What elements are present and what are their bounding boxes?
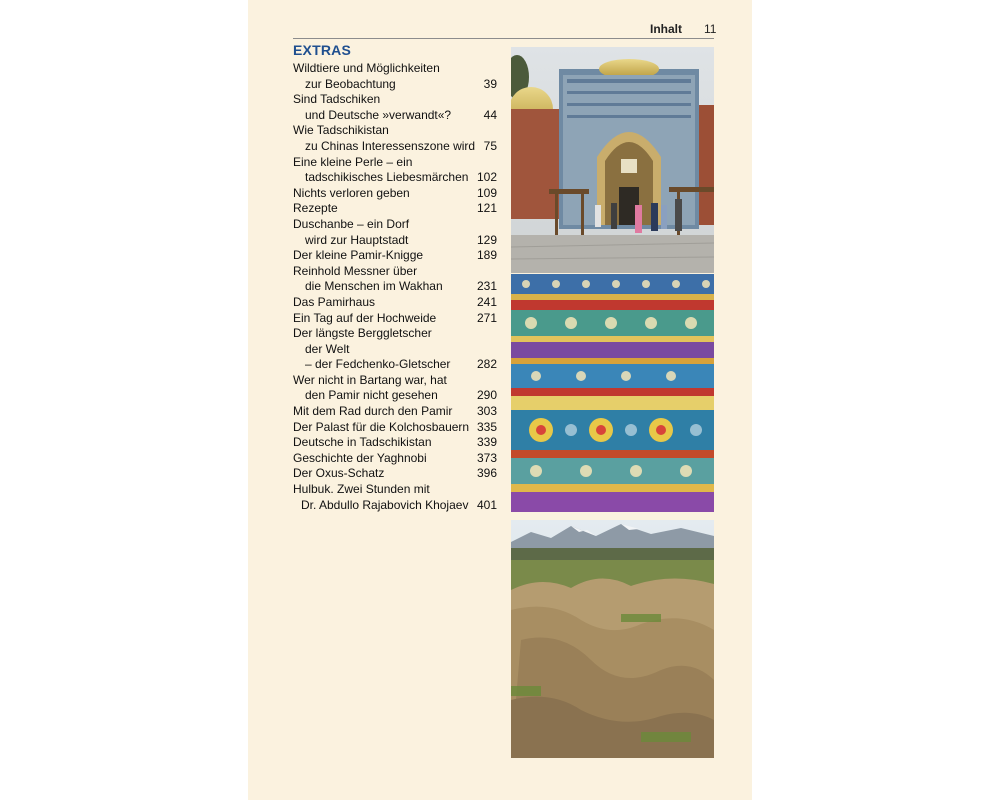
- mosque-illustration: [511, 47, 714, 273]
- toc-entry-title-line: und Deutsche »verwandt«?: [305, 107, 452, 122]
- section-title: EXTRAS: [293, 42, 351, 58]
- toc-entry: [293, 201, 499, 217]
- toc-entry-title-line: Der kleine Pamir-Knigge: [293, 248, 424, 263]
- toc-entry-title-line: Das Pamirhaus: [293, 294, 376, 309]
- running-title: Inhalt: [650, 22, 682, 36]
- toc-entry-title-line: Rezepte: [293, 201, 338, 216]
- toc-entry-title-line: den Pamir nicht gesehen: [305, 388, 438, 403]
- toc-entry: [293, 295, 499, 311]
- toc-entry-title-line: Der Palast für die Kolchosbauern: [293, 419, 470, 434]
- header-rule: [293, 38, 714, 39]
- toc-entry: [293, 482, 499, 513]
- toc-entry-page: 129: [476, 232, 497, 247]
- toc-entry-title-line: Ein Tag auf der Hochweide: [293, 310, 437, 325]
- toc-entry: [293, 123, 499, 154]
- toc-entry-title-line: Nichts verloren geben: [293, 185, 410, 200]
- toc-entry-page: 401: [476, 497, 497, 512]
- toc-entry-page: 396: [476, 466, 497, 481]
- toc-entry: [293, 61, 499, 92]
- toc-entry-page: 335: [476, 419, 497, 434]
- toc-entry-page: 39: [483, 76, 497, 91]
- toc-entry-title-line: Eine kleine Perle – ein: [293, 154, 413, 169]
- table-of-contents: [293, 61, 499, 513]
- toc-entry-title-line: zu Chinas Interessenszone wird: [305, 138, 476, 153]
- toc-entry-title-line: wird zur Hauptstadt: [305, 232, 409, 247]
- toc-entry-title-line: Geschichte der Yaghnobi: [293, 450, 427, 465]
- toc-entry-page: 121: [476, 201, 497, 216]
- toc-entry-page: 109: [476, 185, 497, 200]
- toc-entry-title-line: Dr. Abdullo Rajabovich Khojaev: [301, 497, 469, 512]
- toc-entry-title-line: Duschanbe – ein Dorf: [293, 216, 410, 231]
- toc-entry: [293, 404, 499, 420]
- toc-entry-page: 241: [476, 294, 497, 309]
- toc-entry-title-line: Der Oxus-Schatz: [293, 466, 385, 481]
- toc-entry-title-line: – der Fedchenko-Gletscher: [305, 357, 451, 372]
- toc-entry-page: 303: [476, 404, 497, 419]
- toc-entry-title-line: Wildtiere und Möglichkeiten: [293, 61, 440, 75]
- toc-entry-page: 44: [483, 107, 497, 122]
- toc-entry-title-line: Hulbuk. Zwei Stunden mit: [293, 482, 430, 497]
- toc-entry-title-line: Wie Tadschikistan: [293, 123, 389, 138]
- ornament-illustration: [511, 274, 714, 512]
- toc-entry-page: 271: [476, 310, 497, 325]
- toc-entry-title-line: die Menschen im Wakhan: [305, 279, 443, 294]
- toc-entry: [293, 186, 499, 202]
- toc-entry: [293, 217, 499, 248]
- toc-entry-title-line: Wer nicht in Bartang war, hat: [293, 372, 447, 387]
- toc-entry: [293, 92, 499, 123]
- toc-entry-page: 75: [483, 138, 497, 153]
- toc-entry-title-line: Reinhold Messner über: [293, 263, 418, 278]
- ornament-photo: [511, 274, 714, 512]
- toc-entry-title-line: Sind Tadschiken: [293, 92, 381, 107]
- toc-entry: [293, 435, 499, 451]
- toc-entry-title-line: Mit dem Rad durch den Pamir: [293, 404, 453, 419]
- toc-entry: [293, 420, 499, 436]
- toc-entry-page: 339: [476, 435, 497, 450]
- toc-entry-page: 282: [476, 357, 497, 372]
- toc-entry: [293, 451, 499, 467]
- toc-entry-page: 373: [476, 450, 497, 465]
- toc-entry-title-line: Deutsche in Tadschikistan: [293, 435, 432, 450]
- toc-entry-page: 290: [476, 388, 497, 403]
- toc-entry-title-line: Der längste Berggletscher: [293, 326, 432, 341]
- toc-entry: [293, 155, 499, 186]
- toc-entry-page: 231: [476, 279, 497, 294]
- toc-entry: [293, 248, 499, 264]
- toc-entry: [293, 311, 499, 327]
- mosque-photo: [511, 47, 714, 273]
- toc-entry: [293, 466, 499, 482]
- ruins-illustration: [511, 520, 714, 758]
- toc-entry: [293, 373, 499, 404]
- toc-entry-page: 102: [476, 170, 497, 185]
- toc-entry-title-line: zur Beobachtung: [305, 76, 396, 91]
- toc-entry: [293, 264, 499, 295]
- toc-entry-title-line: tadschikisches Liebesmärchen: [305, 170, 469, 185]
- ruins-photo: [511, 520, 714, 758]
- toc-entry-page: 189: [476, 248, 497, 263]
- page-number: 11: [704, 22, 717, 36]
- toc-entry: [293, 326, 499, 373]
- toc-entry-title-line: der Welt: [305, 341, 350, 356]
